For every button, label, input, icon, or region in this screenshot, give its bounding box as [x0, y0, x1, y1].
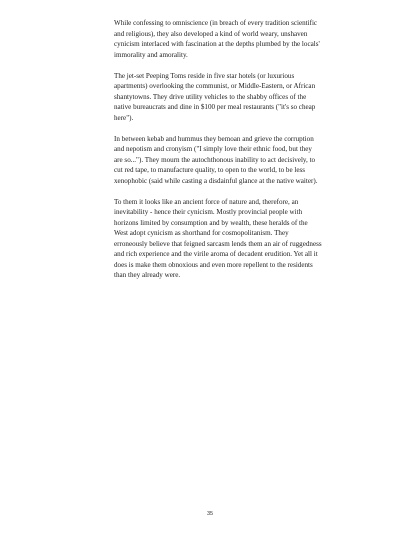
paragraph-3: In between kebab and hummus they bemoan and grieve the corruption and nepotism and cronyism ("I simply love their ethnic food, but they are so..."). They mourn the autochthonous inability to act decisively, to cut red tape, to manufacture quality, to open to the world, to be less xenophobic (said while casting a disdainful glance at the native waiter). [114, 134, 318, 185]
paragraph-4: To them it looks like an ancient force of nature and, therefore, an inevitability - hence their cynicism. Mostly provincial people with horizons limited by consumption and by wealth, these heralds of the West adopt cynicism as shorthand for cosmopolitanism. They erroneously believe that feigned sarcasm lends them an air of ruggedness and rich experience and the virile aroma of decadent erudition. Yet all it does is make them obnoxious and even more repellent to the residents than they already were. [114, 197, 322, 279]
body-text [114, 18, 322, 291]
paragraph-2: The jet-set Peeping Toms reside in five star hotels (or luxurious apartments) overlooking the communist, or Middle-Eastern, or African shantytowns. They drive utility vehicles to the shabby offices of the native bureaucrats and dine in $100 per meal restaurants ("it's so cheap here"). [114, 71, 316, 122]
page-number: 35 [206, 511, 214, 517]
paragraph-1: While confessing to omniscience (in breach of every tradition scientific and religious), they also developed a kind of world weary, unshaven cynicism interlaced with fascination at the depths plumbed by the locals' immorality and amorality. [114, 19, 320, 59]
